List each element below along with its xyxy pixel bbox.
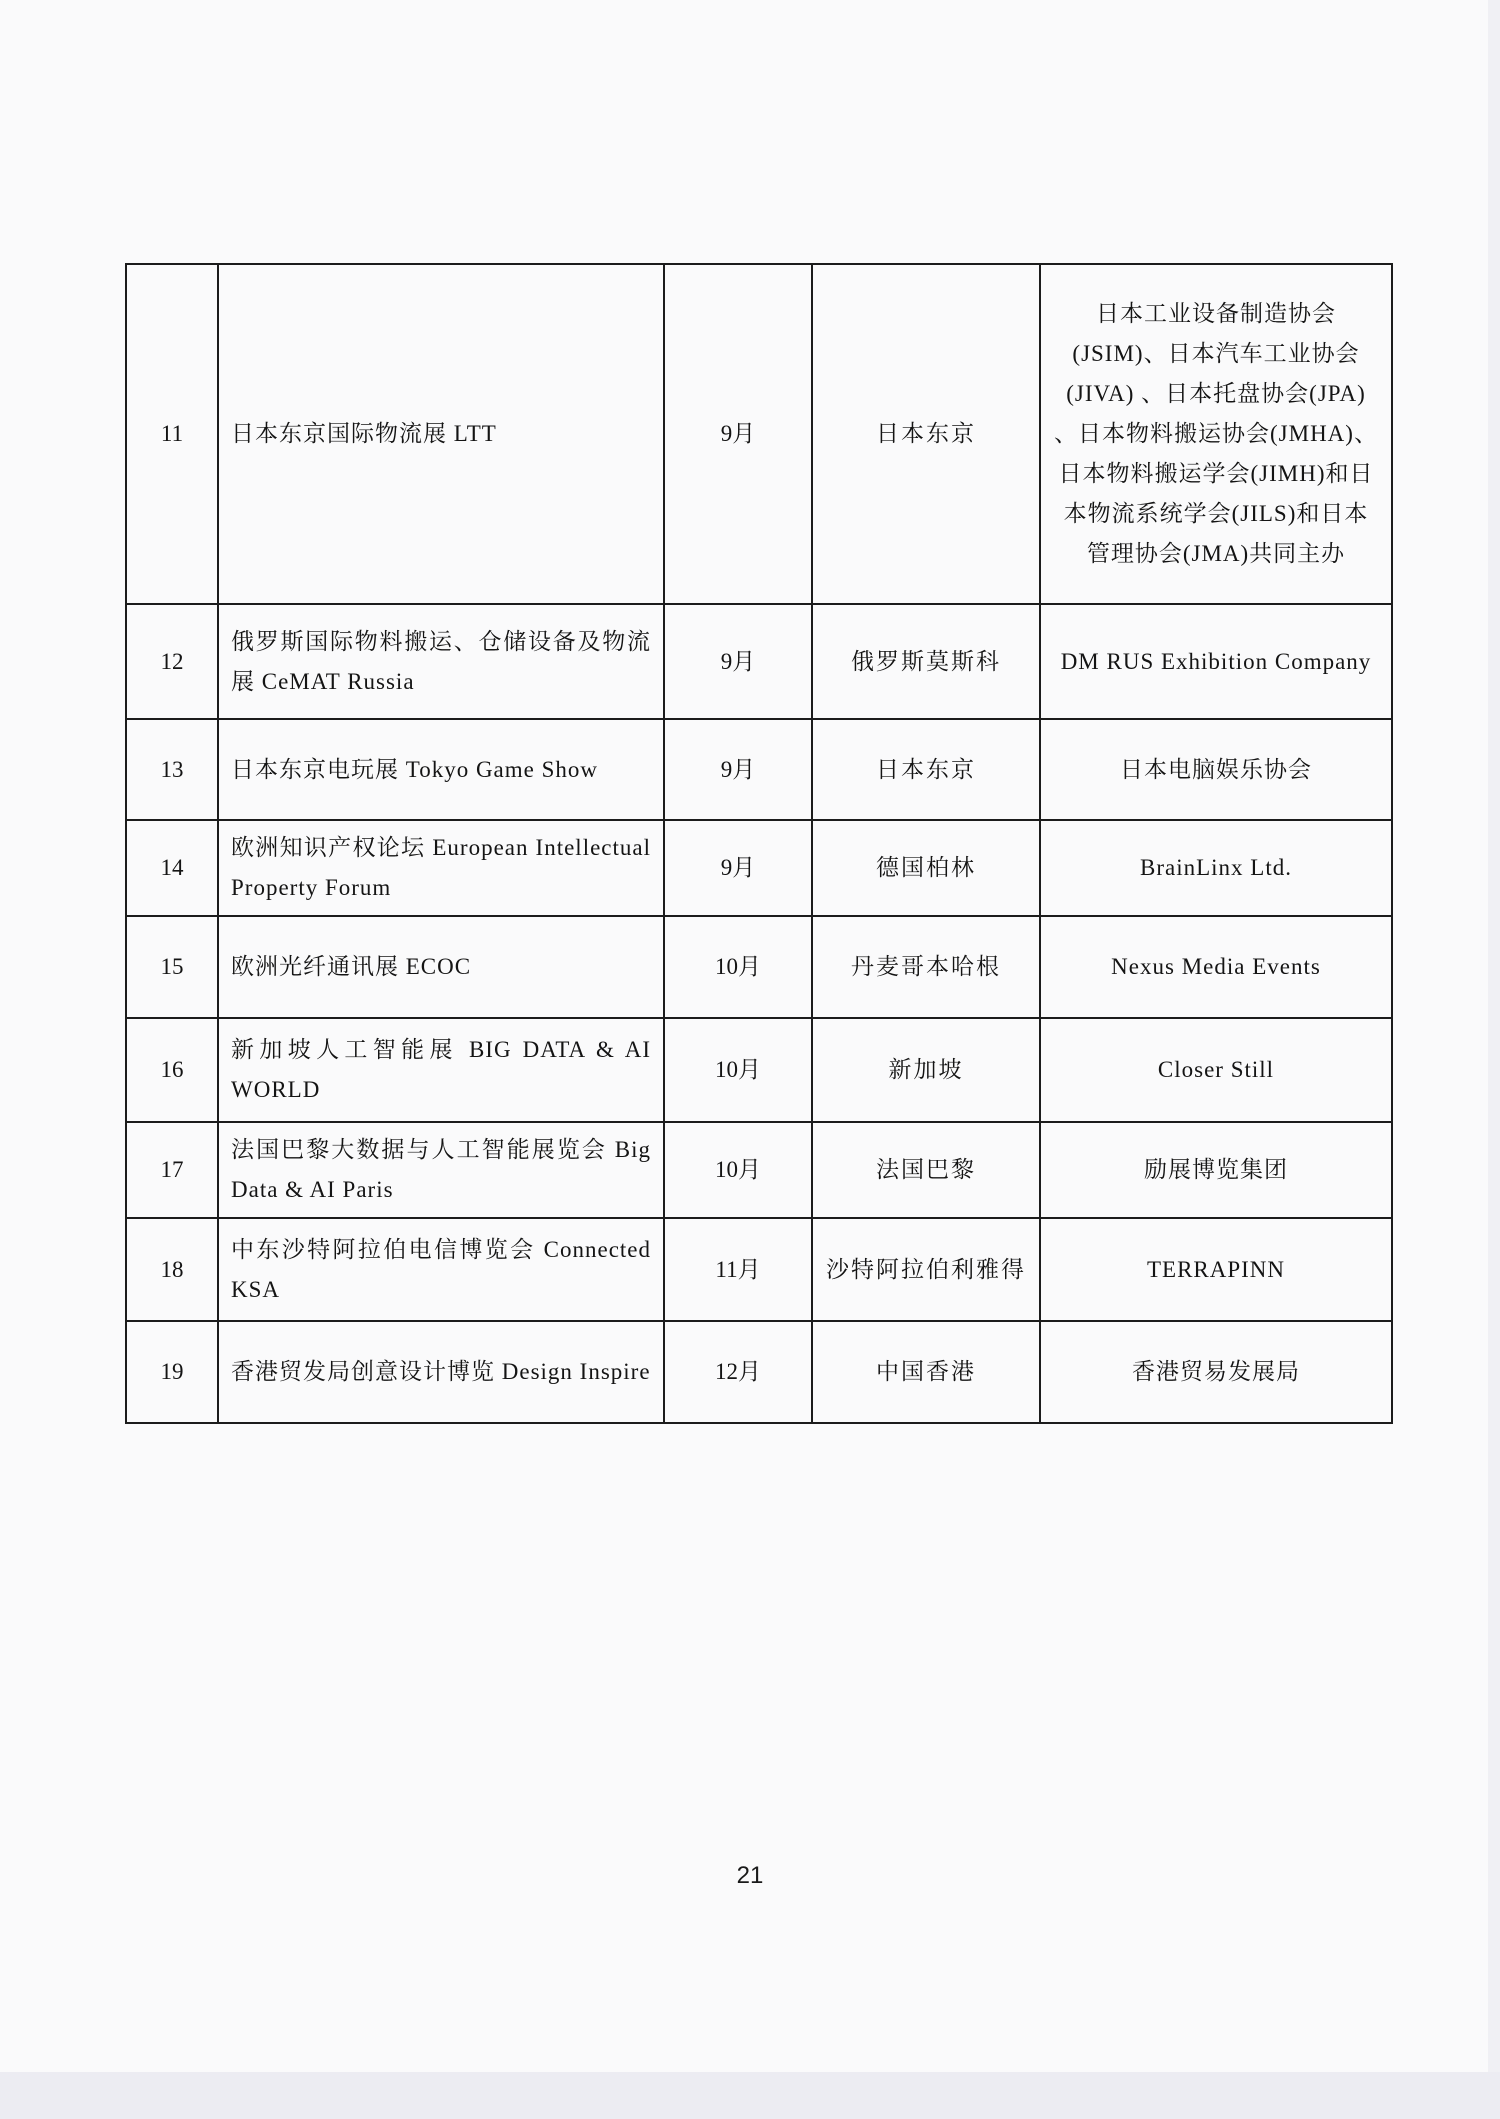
exhibition-name: 日本东京电玩展 Tokyo Game Show [218, 719, 664, 820]
table-row [126, 916, 1392, 1018]
page-edge-shadow [1488, 0, 1500, 2119]
table-row [126, 264, 1392, 604]
row-number: 13 [126, 719, 218, 820]
table-row [126, 719, 1392, 820]
row-number: 12 [126, 604, 218, 719]
exhibition-month: 12月 [664, 1321, 812, 1423]
table-row [126, 1218, 1392, 1321]
page-bottom-shadow [0, 2072, 1500, 2119]
exhibition-organizer: DM RUS Exhibition Company [1040, 604, 1392, 719]
page-number: 21 [736, 1862, 764, 1889]
exhibition-month: 11月 [664, 1218, 812, 1321]
exhibition-location: 法国巴黎 [812, 1122, 1040, 1218]
table-row [126, 1321, 1392, 1423]
row-number: 15 [126, 916, 218, 1018]
exhibition-location: 日本东京 [812, 719, 1040, 820]
exhibition-location: 丹麦哥本哈根 [812, 916, 1040, 1018]
table-row [126, 604, 1392, 719]
row-number: 19 [126, 1321, 218, 1423]
exhibition-name: 日本东京国际物流展 LTT [218, 264, 664, 604]
exhibition-location: 中国香港 [812, 1321, 1040, 1423]
exhibition-name: 香港贸发局创意设计博览 Design Inspire [218, 1321, 664, 1423]
exhibition-month: 9月 [664, 604, 812, 719]
exhibition-month: 9月 [664, 264, 812, 604]
row-number: 18 [126, 1218, 218, 1321]
exhibition-organizer: TERRAPINN [1040, 1218, 1392, 1321]
exhibition-table [125, 263, 1393, 1424]
exhibition-name: 欧洲知识产权论坛 European Intellectual Property Forum [218, 820, 664, 916]
exhibition-month: 10月 [664, 1018, 812, 1122]
exhibition-organizer: 日本工业设备制造协会(JSIM)、日本汽车工业协会(JIVA) 、日本托盘协会(JPA) 、日本物料搬运协会(JMHA)、日本物料搬运学会(JIMH)和日本物流系统学会(JILS)和日本管理协会(JMA)共同主办 [1040, 264, 1392, 604]
exhibition-location: 德国柏林 [812, 820, 1040, 916]
exhibition-name: 俄罗斯国际物料搬运、仓储设备及物流展 CeMAT Russia [218, 604, 664, 719]
exhibition-month: 9月 [664, 820, 812, 916]
exhibition-month: 9月 [664, 719, 812, 820]
exhibition-name: 中东沙特阿拉伯电信博览会 Connected KSA [218, 1218, 664, 1321]
exhibition-month: 10月 [664, 916, 812, 1018]
exhibition-location: 俄罗斯莫斯科 [812, 604, 1040, 719]
exhibition-month: 10月 [664, 1122, 812, 1218]
row-number: 16 [126, 1018, 218, 1122]
row-number: 11 [126, 264, 218, 604]
exhibition-name: 欧洲光纤通讯展 ECOC [218, 916, 664, 1018]
exhibition-organizer: Closer Still [1040, 1018, 1392, 1122]
exhibition-organizer: 励展博览集团 [1040, 1122, 1392, 1218]
row-number: 14 [126, 820, 218, 916]
exhibition-organizer: 香港贸易发展局 [1040, 1321, 1392, 1423]
table-row [126, 1122, 1392, 1218]
exhibition-location: 沙特阿拉伯利雅得 [812, 1218, 1040, 1321]
exhibition-name: 新加坡人工智能展 BIG DATA & AI WORLD [218, 1018, 664, 1122]
exhibition-organizer: Nexus Media Events [1040, 916, 1392, 1018]
table-row [126, 820, 1392, 916]
exhibition-name: 法国巴黎大数据与人工智能展览会 Big Data & AI Paris [218, 1122, 664, 1218]
exhibition-organizer: 日本电脑娱乐协会 [1040, 719, 1392, 820]
table-row [126, 1018, 1392, 1122]
row-number: 17 [126, 1122, 218, 1218]
exhibition-location: 新加坡 [812, 1018, 1040, 1122]
exhibition-location: 日本东京 [812, 264, 1040, 604]
exhibition-organizer: BrainLinx Ltd. [1040, 820, 1392, 916]
